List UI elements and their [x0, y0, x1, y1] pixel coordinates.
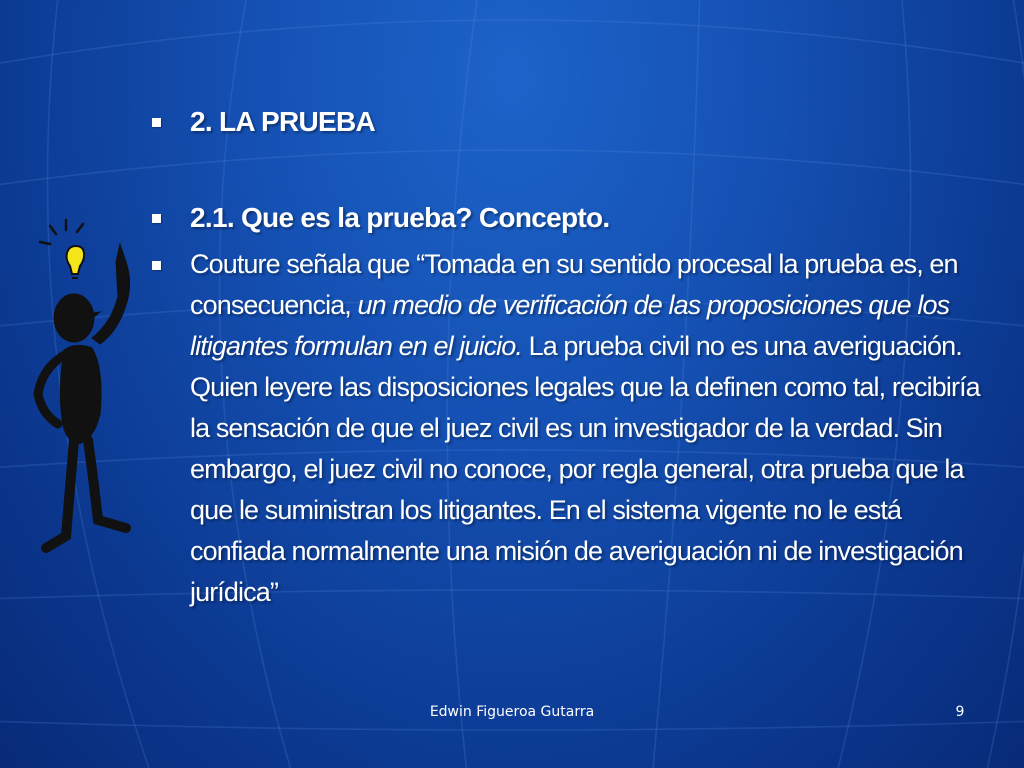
bullet-square-icon — [152, 214, 161, 223]
section-subtitle: 2.1. Que es la prueba? Concepto. — [190, 202, 610, 233]
section-title: 2. LA PRUEBA — [190, 106, 376, 137]
body-text-rest: La prueba civil no es una averiguación. Quien leyere las disposiciones legales que la definen como tal, recibiría la sensación de que el juez civil es un investigador de la verdad. Sin embargo, el juez civil no conoce, por regla general, otra prueba que la que le suministran los litigantes. En el sistema vigente no le está confiada normalmente una misión de averiguación ni de investigación jurídica” — [190, 331, 980, 607]
bullet-item-body — [150, 244, 990, 613]
bullet-square-icon — [152, 118, 161, 127]
bullet-square-icon — [152, 261, 161, 270]
bullet-item-subtitle — [150, 200, 990, 236]
bullet-item-title — [150, 104, 990, 140]
body-text-italic: un medio de verificación de las proposiciones que los litigantes formulan en el juicio. — [190, 290, 950, 361]
idea-person-icon — [28, 218, 138, 568]
body-text-intro: Couture señala que “Tomada en su sentido procesal la prueba es, en consecuencia, — [190, 249, 958, 320]
page-number: 9 — [955, 704, 965, 720]
footer-author: Edwin Figueroa Gutarra — [429, 704, 595, 720]
bullet-list — [150, 104, 990, 613]
